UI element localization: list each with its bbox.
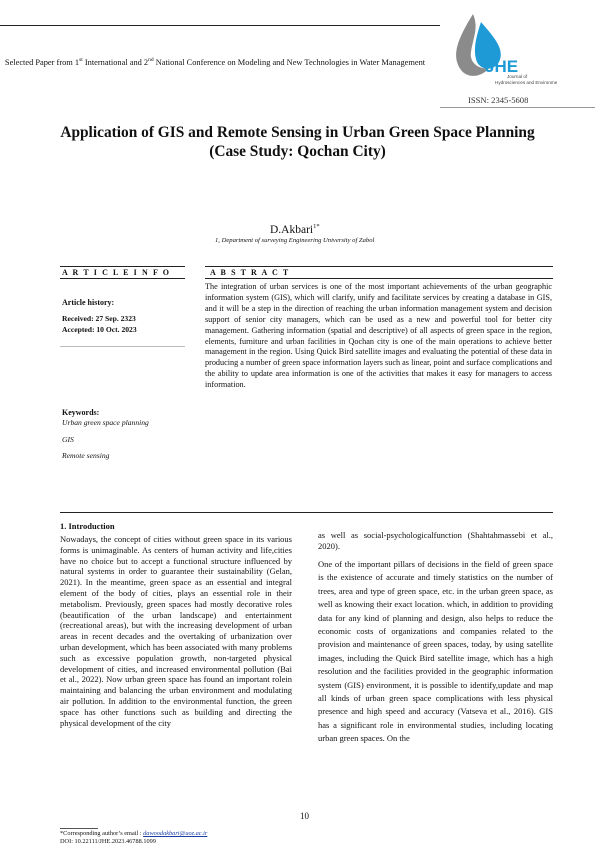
article-info-heading: A R T I C L E I N F O	[62, 268, 171, 277]
paper-title: Application of GIS and Remote Sensing in Urban Green Space Planning (Case Study: Qochan City)	[60, 124, 535, 160]
abstract-rule-bottom	[205, 278, 553, 279]
article-info-rule-bottom	[60, 278, 185, 279]
doi: DOI: 10.22111/JHE.2023.46788.1099	[60, 838, 156, 845]
abstract-text: The integration of urban services is one of the most important achievements of the urban geographic information system (GIS), which will clarify, unify and facilitate services by creating a database in GIS, and it will be a step in the direction of reaching the urban information management system and decision support of senior city managers, which can be used as a new and powerful tool for better city management. Gathering information (spatial and descriptive) of all aspects of green space in the region, elements, furniture and urban facilities in Qochan city is one of the main operations to achieve better management in the region. Using Quick Bird satellite images and evaluating the potential of these data in producing a number of green space information layers such as linear, point and surface complications and the ability to update area information is one of the activities that makes it easy for managers to access information.	[205, 282, 552, 390]
intro-col1: Nowadays, the concept of cities without green space in its various forms is unimaginable. As centers of human activity and life,cities have no choice but to accept a functional structure influenced by natural systems in order to guarantee their sustainability (Gelan, 2021). In the meantime, green space as an essential and integral element of the body of cities, plays an essential role in their metabolism. Previously, green spaces had mostly decorative roles (beautification of the urban landscape) and entertainment (recreational areas), but with the increasing development of urban areas in recent decades and the overtaking of urbanization over urban development, which has been associated with many problems such as excessive population growth, non-targeted physical development of cities, and increased environmental pollution (Bai et al., 2022). Now urban green space has found an important rolein maintaining and balancing the urban environment and modulating air pollution. In addition to the environmental function, the green space has other functions such as building and directing the physical development of the city	[60, 534, 292, 728]
history-divider	[60, 346, 185, 347]
keyword: Remote sensing	[62, 451, 110, 460]
history-heading: Article history:	[62, 298, 115, 307]
logo-abbr: JHE	[485, 57, 519, 76]
header-rule	[0, 25, 440, 26]
abstract-heading: A B S T R A C T	[210, 268, 290, 277]
journal-logo	[447, 12, 557, 94]
affiliation: 1, Department of surveying Engineering University of Zabol	[215, 237, 375, 244]
issn: ISSN: 2345-5608	[468, 95, 529, 105]
abstract-rule-top	[205, 266, 553, 267]
intro-col2-p2: One of the important pillars of decisions in the field of green space is the existence of accurate and timely statistics on the number of trees, area and type of green space, etc. in the urban green space, as well as knowing their exact location. which, in addition to providing data for any kind of planning and design, also helps to reduce the economic costs of organizations and companies related to the provision and maintenance of green spaces, today, by using satellite images, including the Quick Bird satellite image, which has a high resolution and the facilities provided in the geographic information system (GIS) environment, it is possible to identify,update and map all kinds of urban green space complications with less physical presence and high speed and accuracy (Vatseva et al., 2016). GIS has a significant role in environmental studies, including locating urban green spaces. On the	[318, 559, 553, 744]
logo-line1: Journal of	[507, 74, 528, 79]
footnote	[60, 828, 207, 846]
conference-note: Selected Paper from 1st International and 2nd National Conference on Modeling and New Technologies in Water Management	[4, 57, 426, 67]
footnote-label: *Corresponding author’s email :	[60, 830, 144, 837]
keyword: GIS	[62, 435, 74, 444]
keyword: Urban green space planning	[62, 418, 149, 427]
author: D.Akbari$^{1*}$	[270, 223, 320, 236]
intro-heading: 1. Introduction	[60, 521, 115, 531]
author-email-link[interactable]: dawoodakbari@uoz.ac.ir	[143, 830, 208, 837]
received-date: Received: 27 Sep. 2323	[62, 314, 136, 323]
logo-line2: Hydrosciences and Environment	[495, 80, 557, 85]
article-info-rule-top	[60, 266, 185, 267]
keywords-heading: Keywords:	[62, 408, 100, 417]
intro-col2	[318, 530, 553, 752]
page-number: 10	[300, 811, 309, 821]
section-rule	[60, 512, 553, 513]
accepted-date: Accepted: 10 Oct. 2023	[62, 325, 137, 334]
issn-rule	[440, 107, 595, 108]
intro-col2-p1: as well as social-psychologicalfunction (Shahtahmassebi et al., 2020).	[318, 530, 553, 551]
